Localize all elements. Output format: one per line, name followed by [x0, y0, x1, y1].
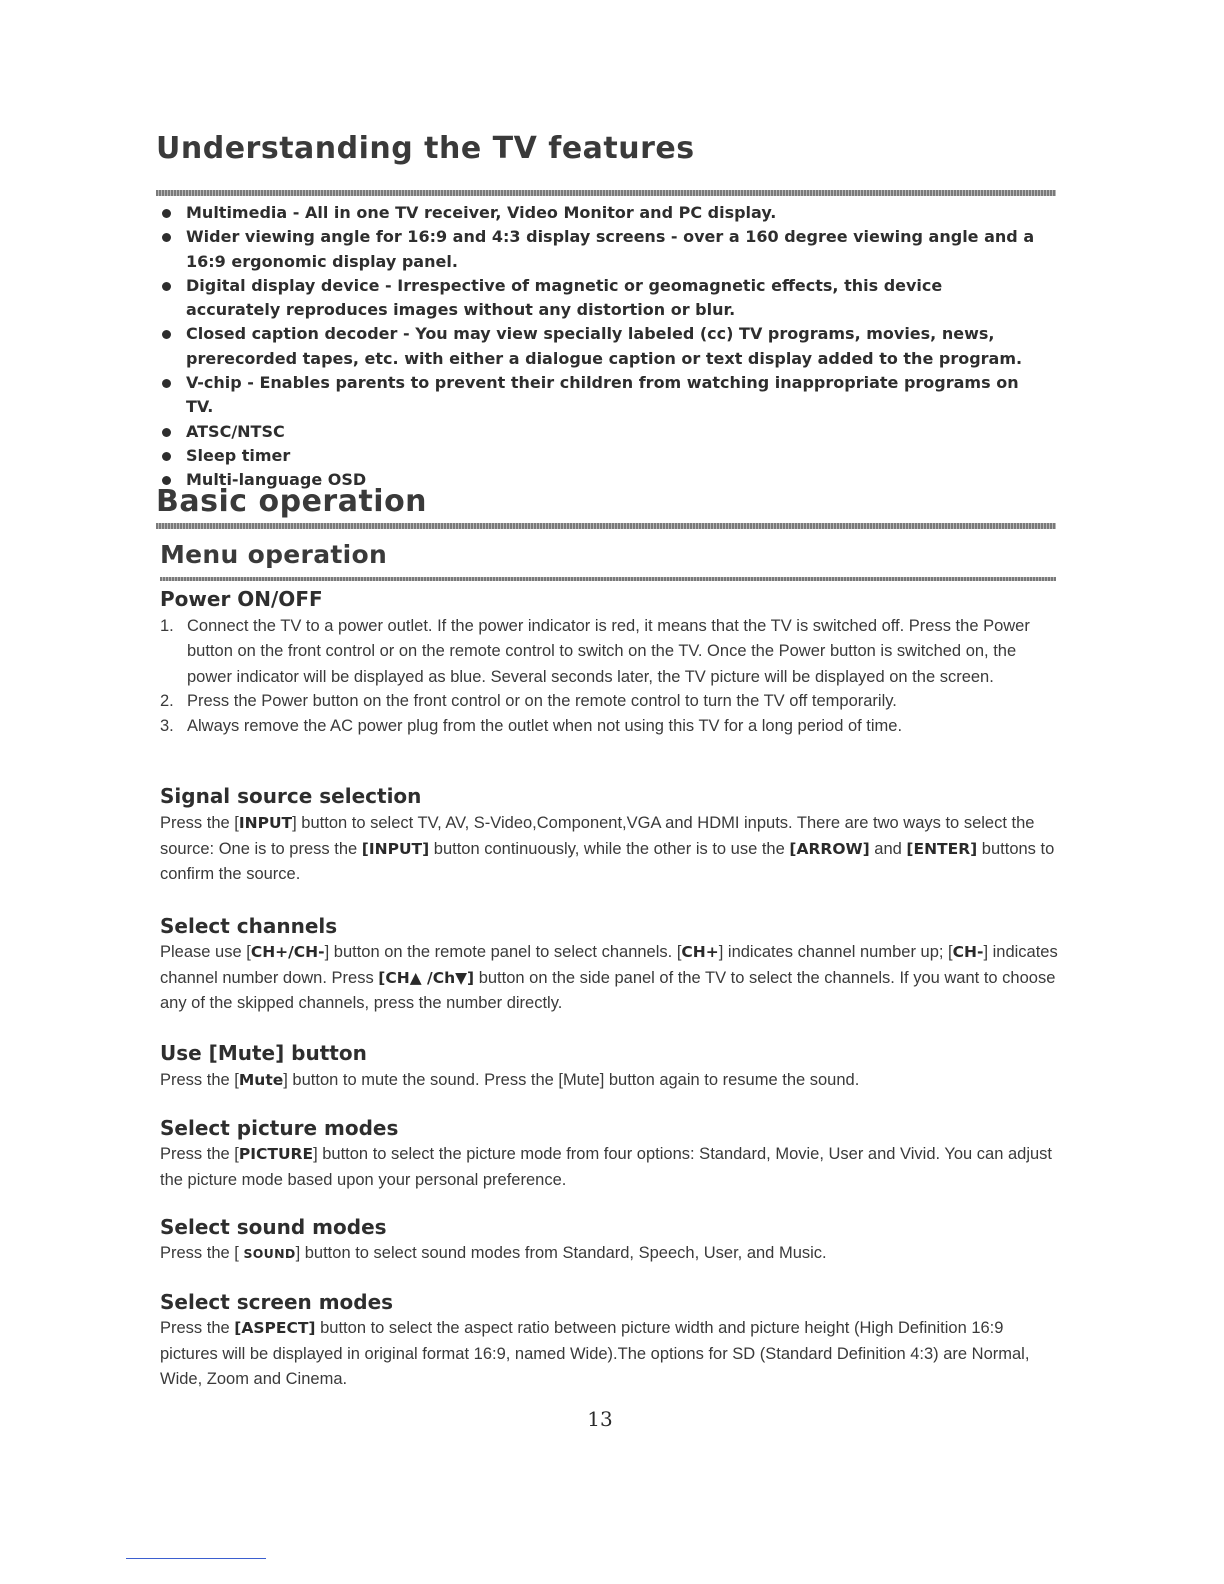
sound-key: SOUND — [243, 1246, 296, 1261]
ch-key: CH+/CH- — [250, 943, 325, 961]
power-steps — [160, 614, 1060, 738]
mute-heading: Use [Mute] button — [160, 1041, 367, 1065]
input-key: [INPUT] — [361, 839, 430, 858]
bullet-icon — [162, 330, 171, 339]
list-item: Multi-language OSD — [160, 468, 1040, 492]
list-item: Digital display device - Irrespective of magnetic or geomagnetic effects, this device accurately reproduces images without any distortion or blur. — [160, 274, 1040, 323]
list-item: Wider viewing angle for 16:9 and 4:3 display screens - over a 160 degree viewing angle and a 16:9 ergonomic display panel. — [160, 225, 1040, 274]
bullet-icon — [162, 209, 171, 218]
list-item: Closed caption decoder - You may view specially labeled (cc) TV programs, movies, news, prerecorded tapes, etc. with either a dialogue caption or text display added to the program. — [160, 322, 1040, 371]
picture-paragraph: Press the [PICTURE] button to select the picture mode from four options: Standard, Movie, User and Vivid. You can adjust the picture mode based upon your personal preference. — [160, 1145, 1053, 1189]
bullet-icon — [162, 428, 171, 437]
arrow-key: [ARROW] — [789, 839, 870, 858]
bullet-icon — [162, 233, 171, 242]
ch-arrow-key: [CH▲ /Ch▼] — [378, 968, 475, 987]
signal-paragraph: Press the [INPUT] button to select TV, AV, S-Video,Component,VGA and HDMI inputs. There are two ways to select the source: One is to press the [INPUT] button continuously, while the other is to use the [ARROW] and [ENTER] buttons to confirm the source. — [160, 814, 1055, 883]
mute-key: Mute — [238, 1071, 284, 1089]
channels-paragraph: Please use [CH+/CH-] button on the remote panel to select channels. [CH+] indicates channel number up; [CH-] indicates channel number down. Press [CH▲ /Ch▼] button on the side panel of the TV to select the channels. If you want to choose any of the skipped channels, press the number directly. — [160, 943, 1058, 1012]
basic-operation-heading: Basic operation — [156, 484, 428, 519]
footer-line — [126, 1558, 266, 1559]
signal-heading: Signal source selection — [160, 784, 422, 808]
bullet-icon — [162, 379, 171, 388]
menu-operation-heading: Menu operation — [160, 540, 388, 569]
input-key: INPUT — [238, 814, 293, 832]
features-list — [160, 201, 1040, 493]
aspect-key: [ASPECT] — [234, 1319, 316, 1337]
picture-key: PICTURE — [238, 1145, 314, 1163]
sound-heading: Select sound modes — [160, 1215, 387, 1239]
menu-operation-divider — [160, 577, 1056, 581]
features-divider — [156, 190, 1056, 196]
ch-down-key: CH- — [952, 943, 984, 961]
bullet-icon — [162, 282, 171, 291]
bullet-icon — [162, 452, 171, 461]
power-heading: Power ON/OFF — [160, 587, 323, 611]
list-item: 3. Always remove the AC power plug from the outlet when not using this TV for a long period of time. — [160, 716, 903, 735]
screen-paragraph: Press the [ASPECT] button to select the aspect ratio between picture width and picture height (High Definition 16:9 pictures will be displayed in original format 16:9, named Wide).The options for SD (Standard Definition 4:3) are Normal, Wide, Zoom and Cinema. — [160, 1319, 1030, 1388]
list-item: ATSC/NTSC — [160, 420, 1040, 444]
screen-heading: Select screen modes — [160, 1290, 394, 1314]
enter-key: [ENTER] — [906, 839, 978, 858]
list-item: Multimedia - All in one TV receiver, Video Monitor and PC display. — [160, 201, 1040, 225]
basic-operation-divider — [156, 523, 1056, 529]
list-item: Sleep timer — [160, 444, 1040, 468]
list-item: 2. Press the Power button on the front control or on the remote control to turn the TV off temporarily. — [160, 692, 897, 711]
features-heading: Understanding the TV features — [156, 131, 695, 166]
list-item: V-chip - Enables parents to prevent their children from watching inappropriate programs on TV. — [160, 371, 1040, 420]
channels-heading: Select channels — [160, 914, 338, 938]
list-item: 1. Connect the TV to a power outlet. If the power indicator is red, it means that the TV is switched off. Press the Power button on the front control or on the remote control to switch on the TV. Once the Power button is switched on, the power indicator will be displayed as blue. Several seconds later, the TV picture will be displayed on the screen. — [160, 617, 1030, 686]
sound-paragraph: Press the [ SOUND] button to select sound modes from Standard, Speech, User, and Music. — [160, 1244, 827, 1262]
mute-paragraph: Press the [Mute] button to mute the sound. Press the [Mute] button again to resume the sound. — [160, 1071, 860, 1089]
page-number: 13 — [587, 1407, 613, 1431]
picture-heading: Select picture modes — [160, 1116, 399, 1140]
ch-up-key: CH+ — [681, 943, 719, 961]
